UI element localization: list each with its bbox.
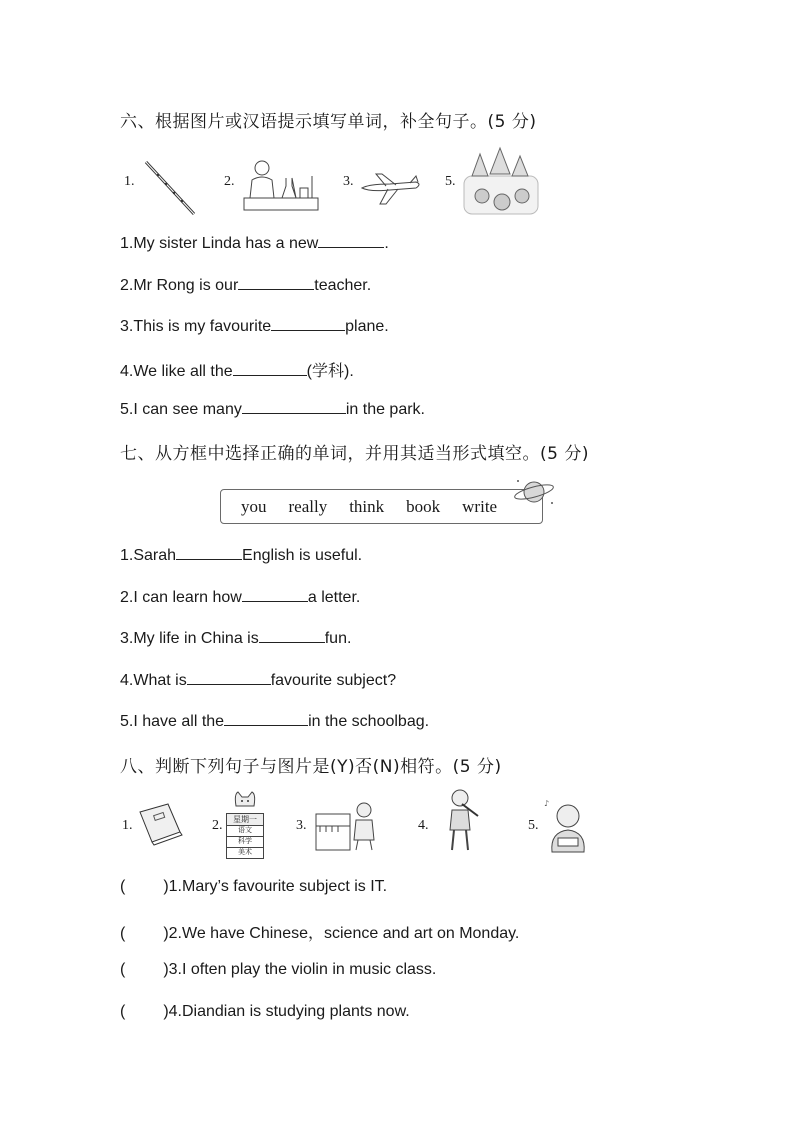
cat-face-icon bbox=[226, 790, 264, 808]
answer-blank[interactable] bbox=[242, 399, 346, 414]
section6-heading: 六、根据图片或汉语提示填写单词，补全句子。(5 分) bbox=[120, 112, 537, 132]
schedule-subject: 语文 bbox=[226, 826, 264, 837]
judgement-item-4: ( )4.Diandian is studying plants now. bbox=[120, 1003, 410, 1020]
picture-number: 5. bbox=[528, 818, 539, 833]
picture-number: 2. bbox=[224, 174, 235, 189]
picture-number: 4. bbox=[418, 818, 429, 833]
word-bank-word: you bbox=[241, 496, 267, 516]
picture-number: 2. bbox=[212, 818, 223, 833]
schedule-subject: 科学 bbox=[226, 837, 264, 848]
answer-blank[interactable] bbox=[176, 545, 242, 560]
section7-sentence-3: 3.My life in China is fun. bbox=[120, 630, 352, 647]
word-bank-box bbox=[220, 489, 543, 524]
girl-piano-icon bbox=[314, 800, 378, 852]
word-bank-word: write bbox=[462, 496, 498, 516]
book-icon bbox=[136, 802, 184, 846]
word-bank-word: think bbox=[349, 496, 385, 516]
picture-number: 1. bbox=[124, 174, 135, 189]
section6-sentence-4: 4.We like all the (学科). bbox=[120, 363, 354, 380]
scientist-lab-icon bbox=[242, 158, 320, 212]
answer-blank[interactable] bbox=[238, 275, 314, 290]
section7-heading: 七、从方框中选择正确的单词，并用其适当形式填空。(5 分) bbox=[120, 444, 589, 464]
section7-sentence-4: 4.What is favourite subject? bbox=[120, 672, 397, 689]
answer-blank[interactable] bbox=[259, 628, 325, 643]
schedule-subject: 美术 bbox=[226, 848, 264, 859]
answer-blank[interactable] bbox=[242, 587, 308, 602]
answer-blank[interactable] bbox=[271, 316, 345, 331]
trees-icon bbox=[462, 146, 542, 218]
section6-sentence-5: 5.I can see many in the park. bbox=[120, 401, 425, 418]
flute-icon bbox=[142, 158, 200, 218]
schedule-card bbox=[226, 790, 264, 859]
word-bank-word: really bbox=[288, 496, 328, 516]
answer-blank[interactable] bbox=[318, 233, 384, 248]
picture-number: 3. bbox=[296, 818, 307, 833]
section6-sentence-2: 2.Mr Rong is our teacher. bbox=[120, 277, 372, 294]
judgement-item-2: ( )2.We have Chinese，science and art on Monday. bbox=[120, 925, 520, 942]
section7-sentence-5: 5.I have all the in the schoolbag. bbox=[120, 713, 430, 730]
section8-heading: 八、判断下列句子与图片是(Y)否(N)相符。(5 分) bbox=[120, 757, 502, 777]
boy-reading-icon bbox=[544, 796, 592, 856]
schedule-day: 星期一 bbox=[226, 813, 264, 826]
picture-number: 1. bbox=[122, 818, 133, 833]
picture-number: 3. bbox=[343, 174, 354, 189]
svg-text:♪: ♪ bbox=[544, 799, 550, 808]
section7-sentence-1: 1.Sarah English is useful. bbox=[120, 547, 363, 564]
judgement-item-1: ( )1.Mary’s favourite subject is IT. bbox=[120, 878, 388, 895]
judgement-item-3: ( )3.I often play the violin in music class. bbox=[120, 961, 437, 978]
picture-number: 5. bbox=[445, 174, 456, 189]
section7-sentence-2: 2.I can learn how a letter. bbox=[120, 589, 361, 606]
answer-blank[interactable] bbox=[224, 711, 308, 726]
answer-blank[interactable] bbox=[187, 670, 271, 685]
word-bank-word: book bbox=[406, 496, 441, 516]
boy-flute-icon bbox=[440, 786, 480, 854]
planet-icon bbox=[512, 477, 556, 507]
answer-blank[interactable] bbox=[233, 361, 307, 376]
section6-sentence-3: 3.This is my favourite plane. bbox=[120, 318, 389, 335]
section6-sentence-1: 1.My sister Linda has a new . bbox=[120, 235, 389, 252]
airplane-icon bbox=[360, 170, 422, 210]
